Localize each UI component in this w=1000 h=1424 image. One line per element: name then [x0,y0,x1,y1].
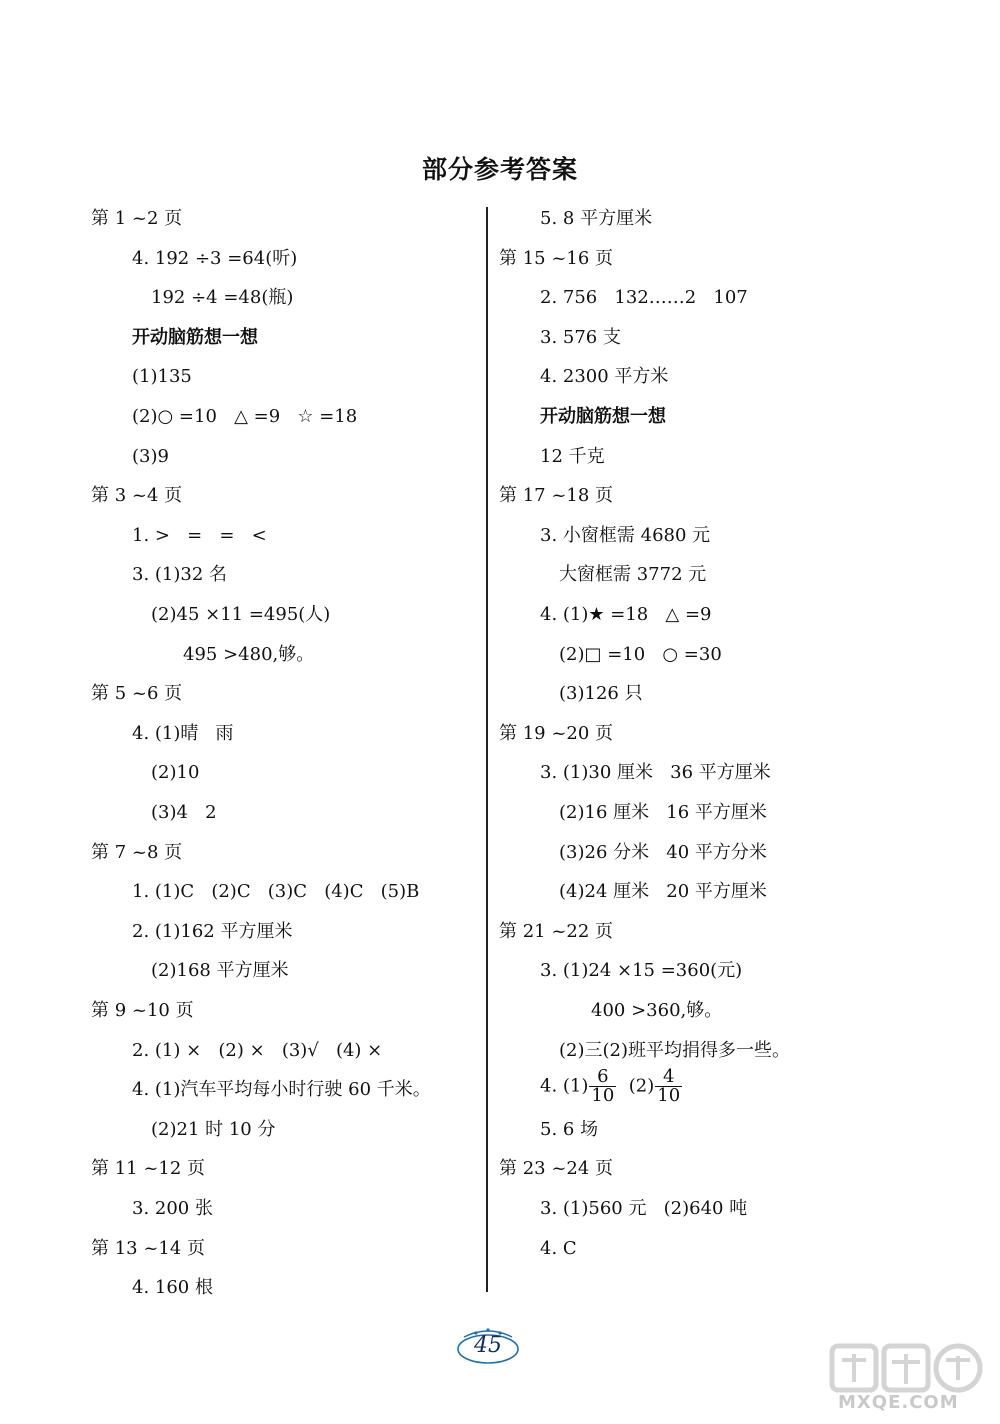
answer-line [540,286,748,310]
page-range-heading [91,1237,205,1261]
answer-line [540,1068,683,1105]
answer-text: (2)45 ×11 =495(人) [151,604,331,625]
answer-text: 第 7 ~8 页 [91,841,183,863]
answer-text: 开动脑筋想一想 [132,326,258,348]
answer-text: 3. 小窗框需 4680 元 [540,524,711,546]
answer-text: (2)○ =10 △ =9 ☆ =18 [132,406,358,427]
answer-text: 4. 192 ÷3 =64(听) [132,247,298,269]
answer-line [151,959,289,983]
answer-line [132,1078,431,1102]
answer-text: 3. 200 张 [132,1198,213,1219]
answer-text: 第 21 ~22 页 [499,920,614,942]
watermark [828,1340,988,1418]
answer-line [540,1118,598,1142]
answer-text: 3. (1)30 厘米 36 平方厘米 [540,762,771,784]
answer-text: (3)26 分米 40 平方分米 [559,841,767,863]
answer-line [183,643,314,667]
fraction [655,1068,682,1105]
answer-line [540,1237,577,1261]
answer-text: 第 13 ~14 页 [91,1237,206,1259]
answer-text: 2. (1)162 平方厘米 [132,920,293,942]
answer-line [132,563,227,587]
fraction-numerator: 4 [655,1068,682,1087]
answer-text: 第 3 ~4 页 [91,485,183,507]
answer-text: 4. (1)汽车平均每小时行驶 60 千米。 [132,1079,431,1101]
page-range-heading [499,722,613,746]
answer-text: 4. (1) [540,1075,589,1097]
answer-text: 3. (1)560 元 (2)640 吨 [540,1198,748,1219]
answer-text: 5. 8 平方厘米 [540,208,653,229]
answer-line [151,801,217,825]
answer-text: (4)24 厘米 20 平方厘米 [559,881,767,903]
answer-line [559,682,643,706]
answer-line [151,1118,275,1142]
page-range-heading [499,920,613,944]
answer-text: 第 9 ~10 页 [91,1000,194,1021]
page-range-heading [91,1157,205,1181]
fraction-denominator: 10 [591,1085,615,1107]
answer-text: 第 19 ~20 页 [499,722,614,744]
answer-line [132,405,357,429]
answer-line [540,405,666,429]
answer-text: 2. 756 132……2 107 [540,287,748,309]
watermark-logo-icon [828,1340,988,1396]
column-divider [486,207,488,1292]
page-range-heading [91,999,194,1023]
answer-line [540,761,771,785]
page-number: 45 [474,1333,502,1358]
answer-line [559,1039,790,1063]
answer-text: (2)10 [151,762,200,784]
answer-line [151,286,293,310]
answer-text: (2)□ =10 ○ =30 [559,643,722,665]
answer-text: 400 >360,够。 [591,1000,723,1021]
answer-line [559,563,706,587]
answer-line [132,365,192,389]
answer-text: 495 >480,够。 [183,643,315,665]
page-range-heading [91,484,182,508]
answer-line [540,445,605,469]
answer-text: (3)9 [132,445,169,467]
answer-text: 第 1 ~2 页 [91,208,183,229]
page-title: 部分参考答案 [421,155,578,184]
page-number-badge [454,1327,522,1367]
answer-line [559,801,767,825]
answer-text: (3)126 只 [559,683,643,705]
answer-line [132,524,267,548]
answer-text: 2. (1) × (2) × (3)√ (4) × [132,1039,383,1061]
answer-text: 第 5 ~6 页 [91,683,183,705]
answer-text: 4. (1)晴 雨 [132,722,234,744]
page-range-heading [499,1157,613,1181]
answer-line [132,722,234,746]
answer-line [151,603,330,627]
answer-line [540,1197,747,1221]
answer-line [540,326,621,350]
answer-text: 4. C [540,1237,577,1259]
page-range-heading [91,682,182,706]
answer-text: 3. 576 支 [540,326,621,348]
answer-text: 第 11 ~12 页 [91,1158,206,1180]
answer-text: 大窗框需 3772 元 [559,564,707,586]
page-range-heading [499,247,613,271]
answer-text: 3. (1)24 ×15 =360(元) [540,960,743,982]
answer-line [540,524,710,548]
answer-text: 4. 2300 平方米 [540,366,669,388]
answer-text: (2)168 平方厘米 [151,960,289,982]
answer-text: 第 15 ~16 页 [499,247,614,269]
answer-text: 3. (1)32 名 [132,564,228,586]
answer-line [132,920,292,944]
page-range-heading [91,207,182,231]
answer-line [559,643,722,667]
answer-line [559,880,767,904]
answer-text: 第 23 ~24 页 [499,1158,614,1180]
answer-text: 1. (1)C (2)C (3)C (4)C (5)B [132,881,420,903]
answer-text: (3)4 2 [151,802,217,823]
fraction-label: (2) [617,1075,655,1097]
answer-line [132,445,169,469]
answer-text: 192 ÷4 =48(瓶) [151,287,294,309]
answer-line [151,761,199,785]
answer-line [540,207,652,231]
answer-line [540,603,712,627]
page-range-heading [91,841,182,865]
answer-line [132,247,297,271]
page-range-heading [499,484,613,508]
answer-line [540,365,668,389]
answer-text: (2)三(2)班平均捐得多一些。 [559,1039,790,1061]
fraction-numerator: 6 [589,1068,616,1087]
answer-text: 4. 160 根 [132,1277,213,1299]
answer-text: (1)135 [132,366,192,388]
answer-text: 1. > = = < [132,524,267,546]
answer-line [132,326,258,350]
answer-line [132,1197,213,1221]
answer-line [559,841,767,865]
answer-text: (2)16 厘米 16 平方厘米 [559,802,767,823]
answer-line [540,959,742,983]
answer-text: 第 17 ~18 页 [499,485,614,507]
answer-line [132,1039,382,1063]
answer-text: 12 千克 [540,445,605,467]
answer-text: 4. (1)★ =18 △ =9 [540,604,712,625]
fraction [589,1068,616,1105]
answer-text: 开动脑筋想一想 [540,406,666,427]
answer-line [132,880,419,904]
watermark-text: MXQE.COM [838,1392,959,1413]
answer-line [591,999,722,1023]
answer-line [132,1276,213,1300]
fraction-denominator: 10 [657,1085,681,1107]
answer-text: (2)21 时 10 分 [151,1118,276,1140]
answer-text: 5. 6 场 [540,1118,599,1140]
